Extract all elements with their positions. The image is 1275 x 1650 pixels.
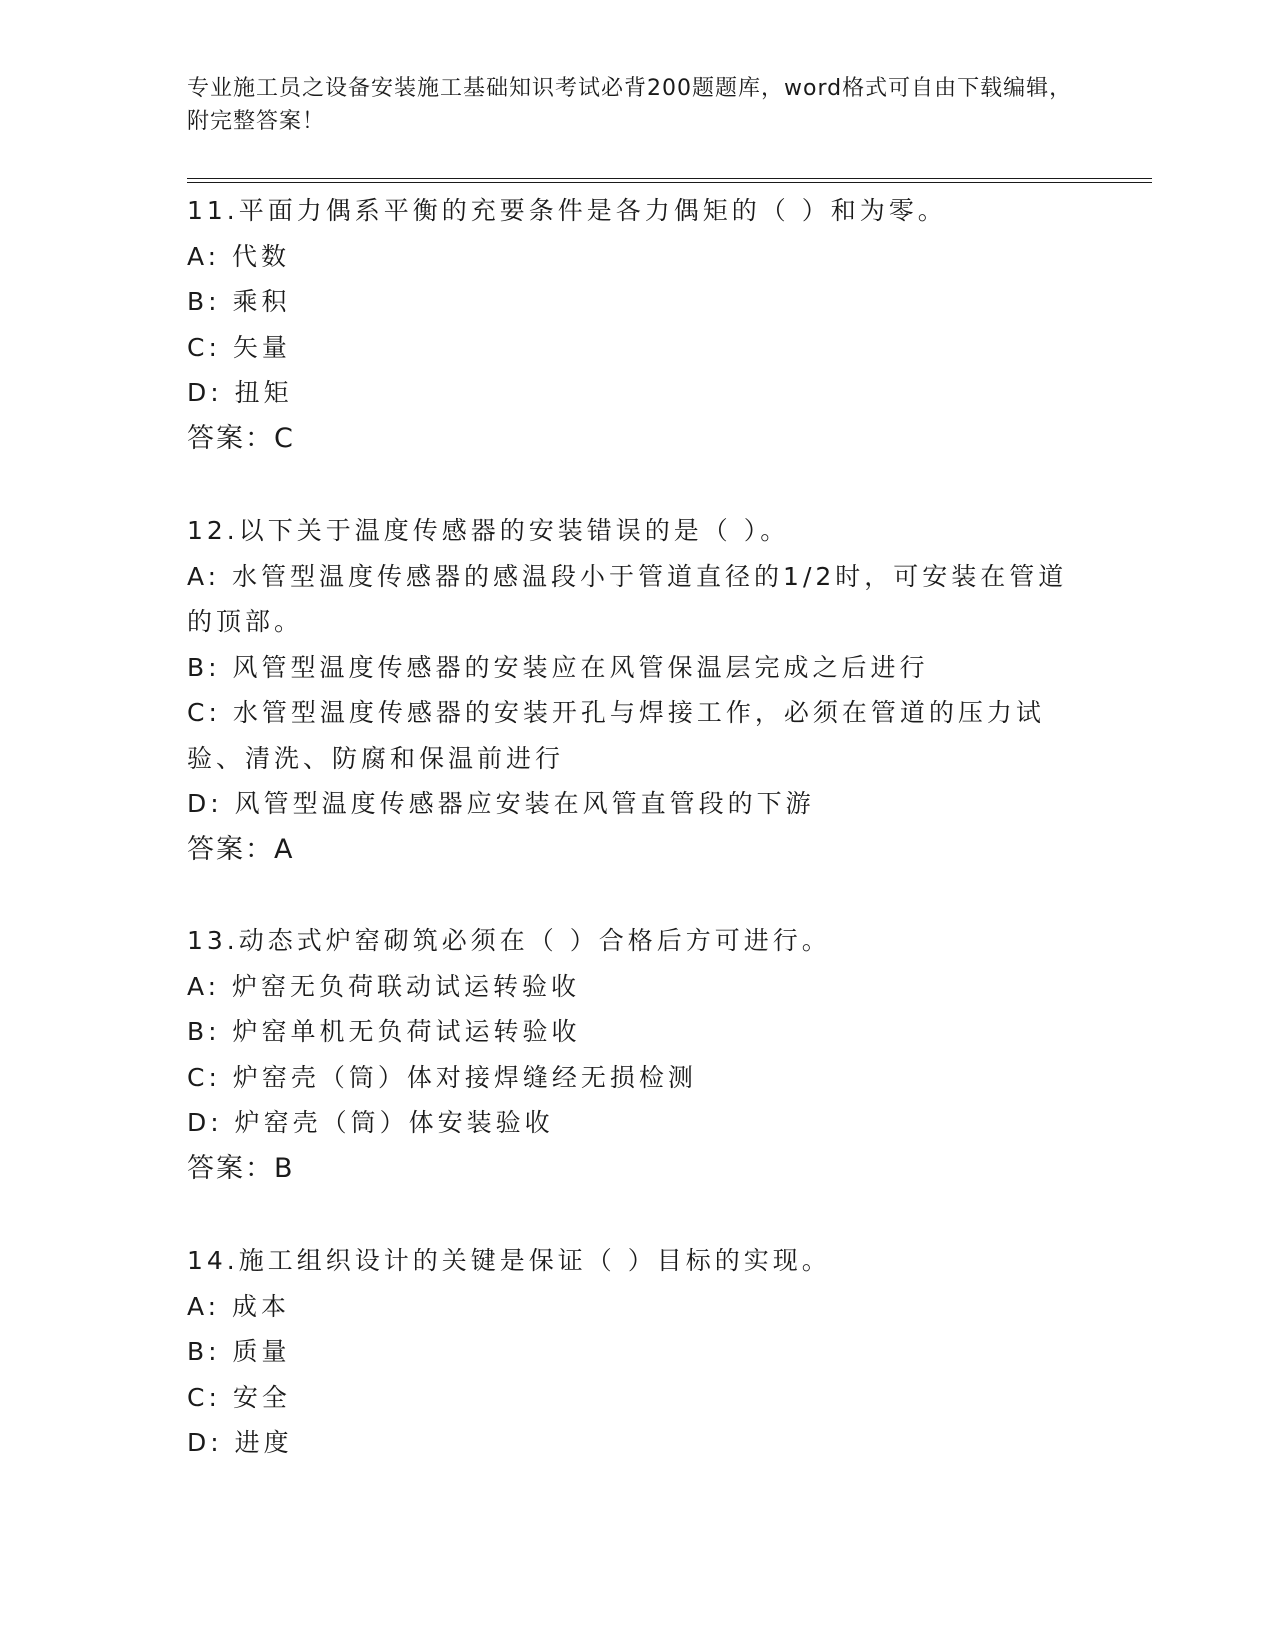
question-11	[187, 188, 1087, 461]
question-stem: 13.动态式炉窑砌筑必须在（ ）合格后方可进行。	[187, 926, 831, 955]
question-stem: 11.平面力偶系平衡的充要条件是各力偶矩的（ ）和为零。	[187, 196, 947, 225]
option-d: D: 进度	[187, 1428, 293, 1457]
header-divider-bottom	[187, 182, 1152, 183]
option-a: A: 代数	[187, 241, 291, 271]
question-13	[187, 918, 1087, 1191]
option-c: C: 水管型温度传感器的安装开孔与焊接工作，必须在管道的压力试验、清洗、防腐和保温前进行	[187, 698, 1045, 773]
option-a: A: 炉窑无负荷联动试运转验收	[187, 971, 581, 1001]
option-d: D: 风管型温度传感器应安装在风管直管段的下游	[187, 789, 815, 818]
option-c: C: 安全	[187, 1382, 291, 1412]
answer-line: 答案：A	[187, 833, 295, 865]
option-b: B: 乘积	[187, 287, 291, 316]
option-a: A: 水管型温度传感器的感温段小于管道直径的1/2时，可安装在管道的顶部。	[187, 561, 1068, 636]
option-a: A: 成本	[187, 1291, 291, 1321]
answer-line: 答案：B	[187, 1152, 295, 1184]
option-d: D: 炉窑壳（筒）体安装验收	[187, 1108, 554, 1137]
header-divider-top	[187, 178, 1152, 179]
option-c: C: 炉窑壳（筒）体对接焊缝经无损检测	[187, 1062, 697, 1092]
option-b: B: 炉窑单机无负荷试运转验收	[187, 1017, 581, 1046]
option-c: C: 矢量	[187, 332, 291, 362]
answer-line: 答案：C	[187, 422, 295, 454]
question-stem: 14.施工组织设计的关键是保证（ ）目标的实现。	[187, 1246, 831, 1275]
question-stem: 12.以下关于温度传感器的安装错误的是（ ）。	[187, 516, 790, 545]
document-header: 专业施工员之设备安装施工基础知识考试必背200题题库，word格式可自由下载编辑，附完整答案！	[187, 76, 1073, 134]
option-d: D: 扭矩	[187, 378, 293, 407]
question-12	[187, 508, 1087, 872]
question-14	[187, 1238, 1087, 1466]
option-b: B: 质量	[187, 1337, 291, 1366]
option-b: B: 风管型温度传感器的安装应在风管保温层完成之后进行	[187, 652, 929, 682]
